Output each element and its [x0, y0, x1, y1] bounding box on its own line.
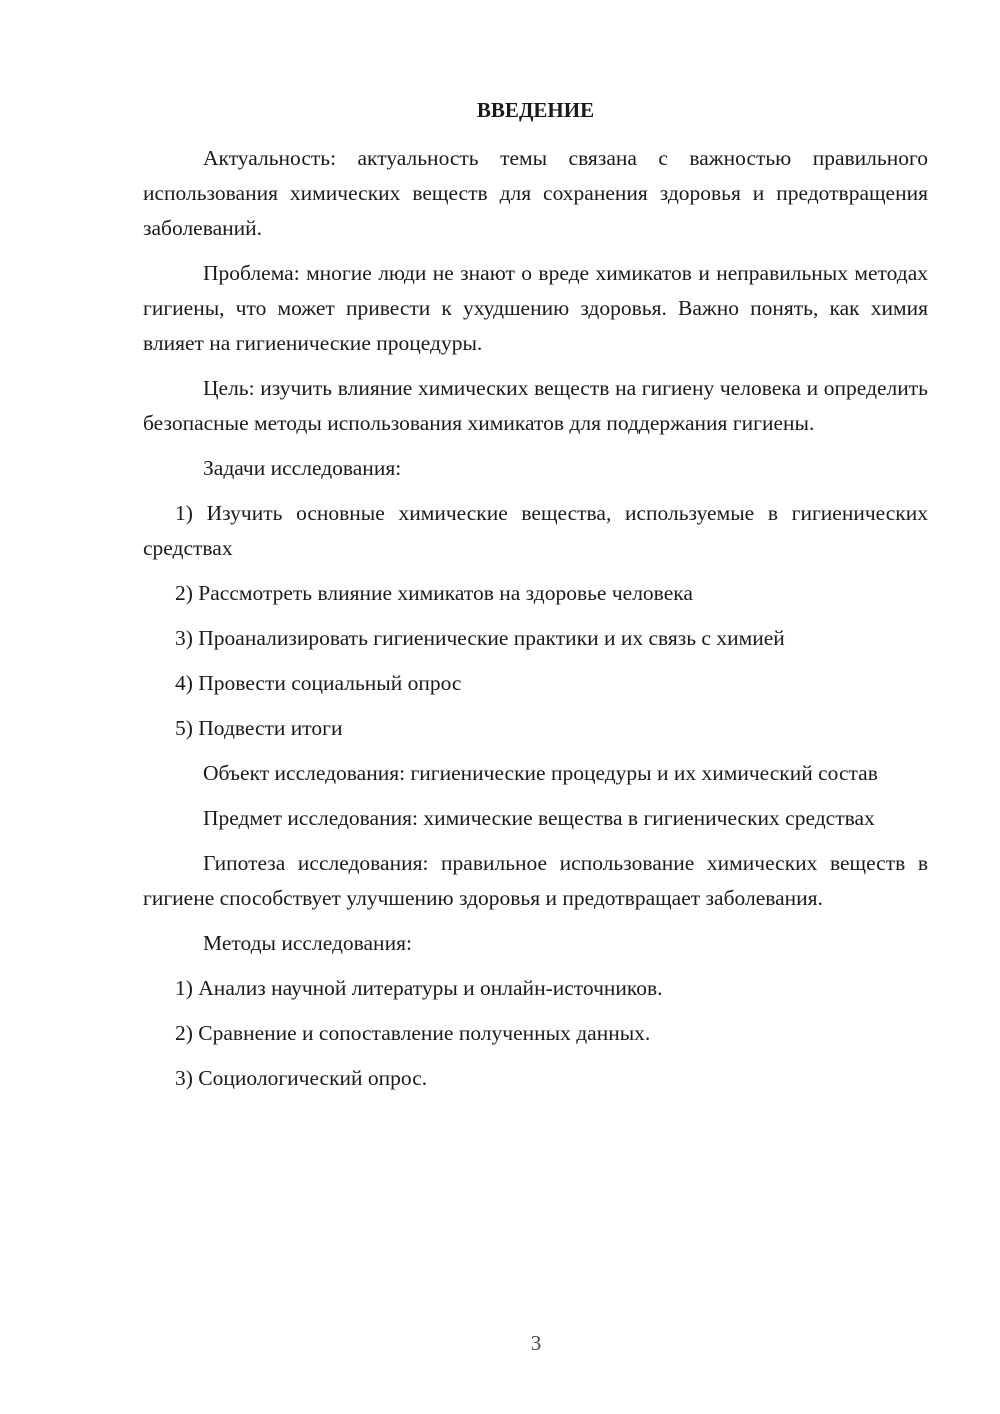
task-item-4: 4) Провести социальный опрос [175, 671, 462, 695]
methods-label: Методы исследования: [203, 931, 412, 955]
tasks-label: Задачи исследования: [203, 456, 402, 480]
method-item-2: 2) Сравнение и сопоставление полученных данных. [175, 1021, 651, 1045]
page-number: 3 [530, 1331, 542, 1355]
relevance-paragraph: Актуальность: актуальность темы связана с важностью правильного использования химических веществ для сохранения здоровья и предотвращения заболеваний. [143, 146, 928, 240]
method-item-3: 3) Социологический опрос. [175, 1066, 428, 1090]
method-item-1: 1) Анализ научной литературы и онлайн-источников. [175, 976, 663, 1000]
document-page [143, 93, 928, 1096]
task-item-5: 5) Подвести итоги [175, 716, 343, 740]
task-item-1: 1) Изучить основные химические вещества, используемые в гигиенических средствах [143, 501, 928, 560]
task-item-3: 3) Проанализировать гигиенические практики и их связь с химией [175, 626, 785, 650]
goal-paragraph: Цель: изучить влияние химических веществ на гигиену человека и определить безопасные методы использования химикатов для поддержания гигиены. [143, 376, 928, 435]
subject-paragraph: Предмет исследования: химические вещества в гигиенических средствах [203, 806, 875, 830]
problem-paragraph: Проблема: многие люди не знают о вреде химикатов и неправильных методах гигиены, что может привести к ухудшению здоровья. Важно понять, как химия влияет на гигиенические процедуры. [143, 261, 928, 355]
hypothesis-paragraph: Гипотеза исследования: правильное использование химических веществ в гигиене способствует улучшению здоровья и предотвращает заболевания. [143, 851, 928, 910]
page-title: ВВЕДЕНИЕ [476, 98, 595, 122]
object-paragraph: Объект исследования: гигиенические процедуры и их химический состав [203, 761, 878, 785]
task-item-2: 2) Рассмотреть влияние химикатов на здоровье человека [175, 581, 693, 605]
